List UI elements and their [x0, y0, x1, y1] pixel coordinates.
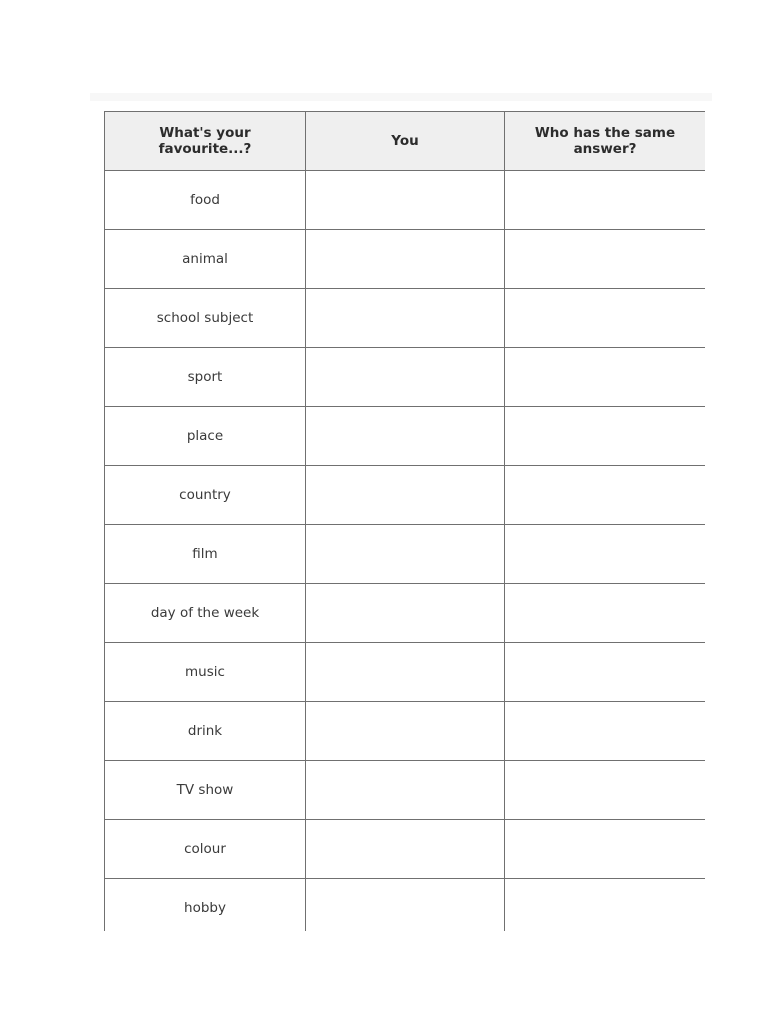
topic-cell: TV show: [105, 761, 306, 820]
same-answer-cell[interactable]: [505, 525, 706, 584]
table-row: [105, 702, 706, 761]
you-answer-cell[interactable]: [306, 820, 505, 879]
topic-cell: sport: [105, 348, 306, 407]
table-row: [105, 289, 706, 348]
header-row: [105, 112, 706, 171]
you-answer-cell[interactable]: [306, 289, 505, 348]
topic-cell: drink: [105, 702, 306, 761]
same-answer-cell[interactable]: [505, 820, 706, 879]
topic-cell: music: [105, 643, 306, 702]
same-answer-cell[interactable]: [505, 289, 706, 348]
same-answer-cell[interactable]: [505, 584, 706, 643]
table-row: [105, 348, 706, 407]
table-row: [105, 879, 706, 932]
worksheet: [104, 111, 705, 931]
topic-cell: hobby: [105, 879, 306, 932]
you-answer-cell[interactable]: [306, 171, 505, 230]
same-answer-cell[interactable]: [505, 466, 706, 525]
header-topic: What's your favourite...?: [105, 112, 306, 171]
topic-cell: animal: [105, 230, 306, 289]
table-row: [105, 230, 706, 289]
same-answer-cell[interactable]: [505, 702, 706, 761]
table-row: [105, 466, 706, 525]
same-answer-cell[interactable]: [505, 761, 706, 820]
table-row: [105, 643, 706, 702]
topic-cell: place: [105, 407, 306, 466]
topic-cell: school subject: [105, 289, 306, 348]
topic-cell: food: [105, 171, 306, 230]
same-answer-cell[interactable]: [505, 348, 706, 407]
table-row: [105, 584, 706, 643]
page-top-strip: [90, 93, 712, 101]
you-answer-cell[interactable]: [306, 879, 505, 932]
topic-cell: colour: [105, 820, 306, 879]
header-same-answer: Who has the same answer?: [505, 112, 706, 171]
you-answer-cell[interactable]: [306, 230, 505, 289]
topic-cell: country: [105, 466, 306, 525]
topic-cell: day of the week: [105, 584, 306, 643]
topic-cell: film: [105, 525, 306, 584]
table-row: [105, 525, 706, 584]
you-answer-cell[interactable]: [306, 525, 505, 584]
same-answer-cell[interactable]: [505, 230, 706, 289]
you-answer-cell[interactable]: [306, 702, 505, 761]
header-you: You: [306, 112, 505, 171]
same-answer-cell[interactable]: [505, 407, 706, 466]
table-row: [105, 761, 706, 820]
same-answer-cell[interactable]: [505, 643, 706, 702]
favourites-table: [104, 111, 705, 931]
you-answer-cell[interactable]: [306, 348, 505, 407]
you-answer-cell[interactable]: [306, 407, 505, 466]
you-answer-cell[interactable]: [306, 584, 505, 643]
table-row: [105, 820, 706, 879]
you-answer-cell[interactable]: [306, 466, 505, 525]
same-answer-cell[interactable]: [505, 879, 706, 932]
same-answer-cell[interactable]: [505, 171, 706, 230]
you-answer-cell[interactable]: [306, 761, 505, 820]
you-answer-cell[interactable]: [306, 643, 505, 702]
table-row: [105, 171, 706, 230]
table-row: [105, 407, 706, 466]
